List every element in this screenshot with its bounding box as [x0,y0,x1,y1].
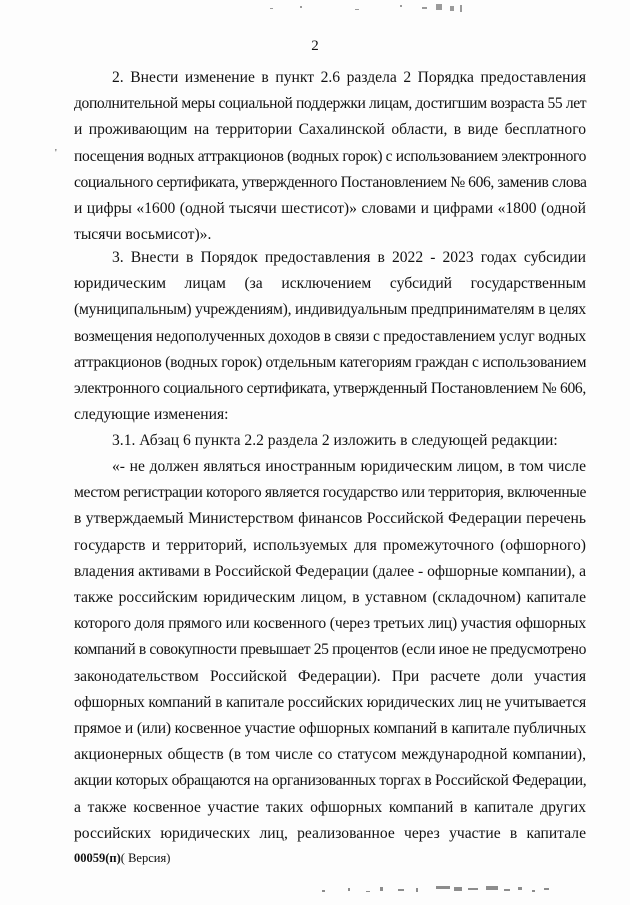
paragraph-line: в утверждаемый Министерством финансов Российской Федерации перечень [74,510,586,528]
paragraph-line: посещения водных аттракционов (водных горок) с использованием электронного [74,147,586,165]
paragraph-line: владения активами в Российской Федерации (далее - офшорные компании), а [74,562,586,580]
paragraph-line: аттракционов (водных горок) отдельным категориям граждан с использованием [74,353,587,371]
paragraph-line: которого доля прямого или косвенного (через третьих лиц) участия офшорных [74,615,586,633]
paragraph-line: и цифры «1600 (одной тысячи шестисот)» словами и цифрами «1800 (одной [74,200,586,218]
paragraph-line: законодательством Российской Федерации). При расчете доли участия [74,667,586,685]
paragraph-line: социального сертификата, утвержденного Постановлением № 606, заменив слова [74,173,587,191]
quoted-paragraph [74,454,586,847]
paragraph-line: также российским юридическим лицом, в уставном (складочном) капитале [74,589,586,607]
paragraph-line: тысячи восьмисот)». [74,226,212,244]
paragraph-3 [74,245,586,428]
scan-artifact-bottom [318,878,578,900]
paragraph-line: государств и территорий, используемых для промежуточного (офшорного) [74,536,586,554]
paragraph-line: местом регистрации которого является государство или территория, включенные [74,484,586,502]
paragraph-line: офшорных компаний в капитале российских юридических лиц не учитывается [74,693,586,711]
scan-artifact-top [260,2,490,16]
paragraph-line: дополнительной меры социальной поддержки лицам, достигшим возраста 55 лет [74,95,587,113]
margin-mark: ' [55,148,57,159]
paragraph-line: а также косвенное участие таких офшорных компаний в капитале других [74,798,586,816]
paragraph-3-1 [74,428,586,454]
paragraph-line: юридическим лицам (за исключением субсидий государственным [74,275,586,293]
paragraph-line: следующие изменения: [74,406,229,424]
paragraph-line: компаний в совокупности превышает 25 процентов (если иное не предусмотрено [74,641,586,659]
paragraph-2 [74,65,586,248]
paragraph-line: электронного социального сертификата, утвержденный Постановлением № 606, [74,380,586,398]
page-number: 2 [311,38,319,54]
paragraph-line: и проживающим на территории Сахалинской области, в виде бесплатного [74,121,586,139]
paragraph-line: 3.1. Абзац 6 пункта 2.2 раздела 2 изложить в следующей редакции: [112,432,558,449]
paragraph-line: (муниципальным) учреждениям), индивидуальным предпринимателям в целях [74,301,586,319]
footer-code-number: 00059(п) [74,851,121,865]
paragraph-line: акционерных обществ (в том числе со статусом международной компании), [74,746,586,764]
paragraph-line: российских юридических лиц, реализованное через участие в капитале [74,824,586,842]
paragraph-line: прямое и (или) косвенное участие офшорных компаний в капитале публичных [74,720,587,738]
paragraph-line: «- не должен являться иностранным юридическим лицом, в том числе [112,458,586,475]
paragraph-line: 2. Внести изменение в пункт 2.6 раздела 2 Порядка предоставления [112,69,586,86]
paragraph-line: акции которых обращаются на организованных торгах в Российской Федерации, [74,772,587,790]
paragraph-line: 3. Внести в Порядок предоставления в 2022 - 2023 годах субсидии [112,249,586,266]
paragraph-line: возмещения недополученных доходов в связи с предоставлением услуг водных [74,327,586,345]
document-footer-code [74,851,170,866]
footer-version: ( Версия) [120,851,171,865]
